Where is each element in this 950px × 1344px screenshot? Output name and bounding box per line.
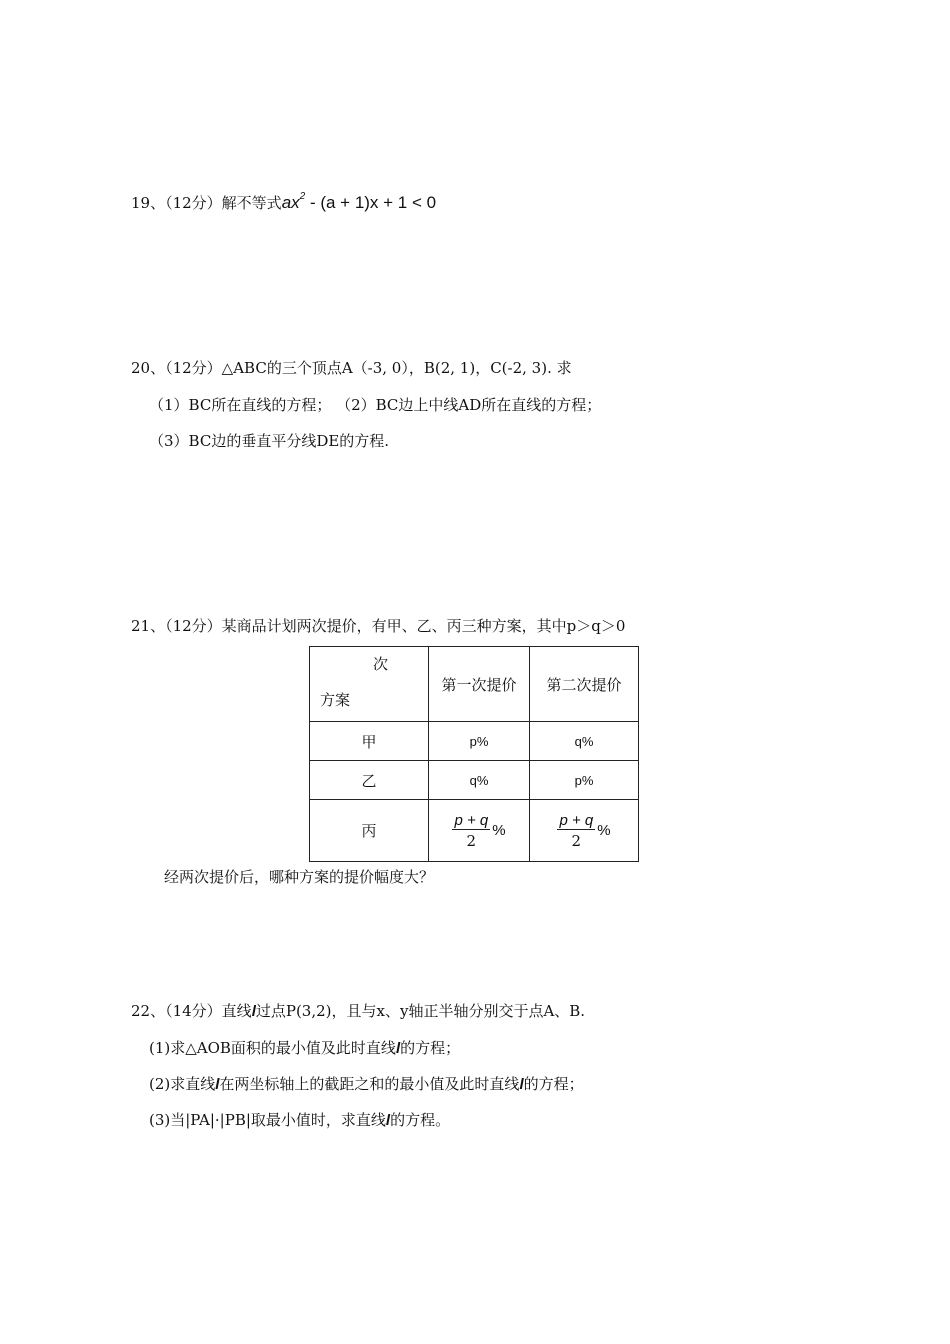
column-header-second: 第二次提价 bbox=[530, 647, 639, 722]
plan-first-rise: $\frac{p + q}{2}$ % bbox=[429, 800, 530, 862]
plan-first-rise: q% bbox=[429, 761, 530, 800]
table-row bbox=[310, 722, 639, 761]
plan-second-rise: q% bbox=[530, 722, 639, 761]
question-20-part-3: （3）BC边的垂直平分线DE的方程. bbox=[149, 432, 390, 450]
plan-second-rise: p% bbox=[530, 761, 639, 800]
fraction: $\frac{p + q}{2}$ bbox=[454, 811, 489, 850]
price-plan-table bbox=[309, 646, 639, 862]
plan-name: 丙 bbox=[310, 800, 429, 862]
question-20-stem: 20、（12分）△ABC的三个顶点A（-3, 0），B(2, 1)，C(-2, 3). 求 bbox=[131, 359, 572, 377]
question-21-stem: 21、（12分）某商品计划两次提价，有甲、乙、丙三种方案，其中p＞q＞0 bbox=[131, 617, 626, 635]
question-22-part-2: (2)求直线l在两坐标轴上的截距之和的最小值及此时直线l的方程； bbox=[149, 1075, 584, 1093]
question-19-formula: $ax^2 - (a + 1)x + 1 < 0$ bbox=[281, 191, 437, 212]
table-row bbox=[310, 800, 639, 862]
question-20-part-1-2: （1）BC所在直线的方程； （2）BC边上中线AD所在直线的方程； bbox=[149, 396, 602, 414]
fraction: $\frac{p + q}{2}$ bbox=[559, 811, 594, 850]
plan-name: 甲 bbox=[310, 722, 429, 761]
plan-name: 乙 bbox=[310, 761, 429, 800]
plan-second-rise: $\frac{p + q}{2}$ % bbox=[530, 800, 639, 862]
question-22-part-3: (3)当|PA|·|PB|取最小值时，求直线l的方程。 bbox=[149, 1111, 451, 1129]
question-19-label: 19、（12分）解不等式 bbox=[131, 194, 282, 212]
question-22-part-1: (1)求△AOB面积的最小值及此时直线l的方程； bbox=[149, 1039, 461, 1057]
plan-first-rise: p% bbox=[429, 722, 530, 761]
table-row bbox=[310, 761, 639, 800]
question-21-ask: 经两次提价后，哪种方案的提价幅度大？ bbox=[164, 868, 435, 886]
question-22-stem: 22、（14分）直线l过点P(3,2)，且与x、y轴正半轴分别交于点A、B. bbox=[131, 1002, 586, 1020]
column-header-first: 第一次提价 bbox=[429, 647, 530, 722]
table-corner-header: 次 方案 bbox=[310, 647, 429, 722]
question-19 bbox=[131, 192, 436, 213]
